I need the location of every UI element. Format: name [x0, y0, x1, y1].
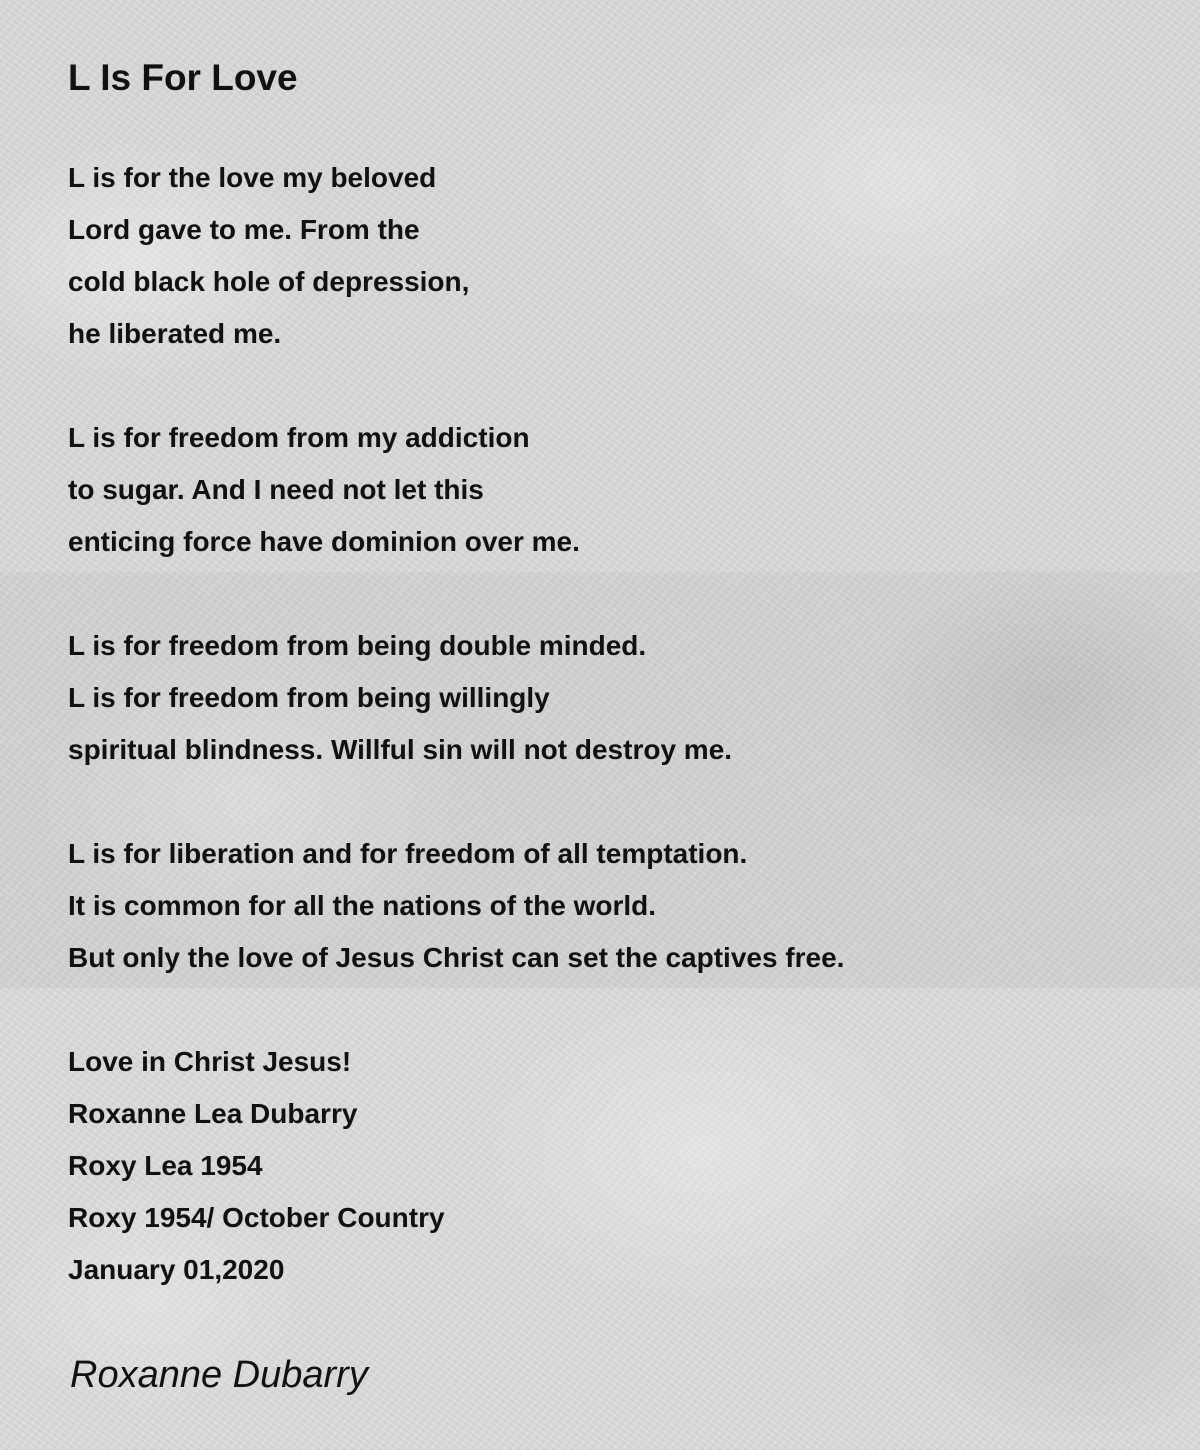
- stanza-signature: [68, 1036, 844, 1296]
- poem-line: Roxy Lea 1954: [68, 1150, 263, 1181]
- poem-line: L is for liberation and for freedom of all temptation.: [68, 838, 748, 869]
- poem-line: January 01,2020: [68, 1254, 285, 1285]
- poem-body: [68, 152, 844, 1348]
- stanza: [68, 620, 844, 776]
- poem-line: Lord gave to me. From the: [68, 214, 420, 245]
- poem-title: L Is For Love: [68, 57, 298, 98]
- stanza: [68, 152, 844, 360]
- poem-line: Roxy 1954/ October Country: [68, 1202, 445, 1233]
- stanza: [68, 828, 844, 984]
- poem-line: enticing force have dominion over me.: [68, 526, 580, 557]
- poem-line: cold black hole of depression,: [68, 266, 470, 297]
- poem-line: It is common for all the nations of the world.: [68, 890, 657, 921]
- poem-line: he liberated me.: [68, 318, 282, 349]
- poem-line: L is for freedom from being willingly: [68, 682, 550, 713]
- poem-line: Roxanne Lea Dubarry: [68, 1098, 358, 1129]
- poem-line: L is for the love my beloved: [68, 162, 437, 193]
- stanza: [68, 412, 844, 568]
- poem-author: Roxanne Dubarry: [70, 1354, 368, 1396]
- poem-line: Love in Christ Jesus!: [68, 1046, 352, 1077]
- poem-line: spiritual blindness. Willful sin will not destroy me.: [68, 734, 733, 765]
- poem-line: to sugar. And I need not let this: [68, 474, 484, 505]
- poem-line: L is for freedom from being double minded.: [68, 630, 647, 661]
- poem-line: L is for freedom from my addiction: [68, 422, 530, 453]
- poem-line: But only the love of Jesus Christ can set the captives free.: [68, 942, 845, 973]
